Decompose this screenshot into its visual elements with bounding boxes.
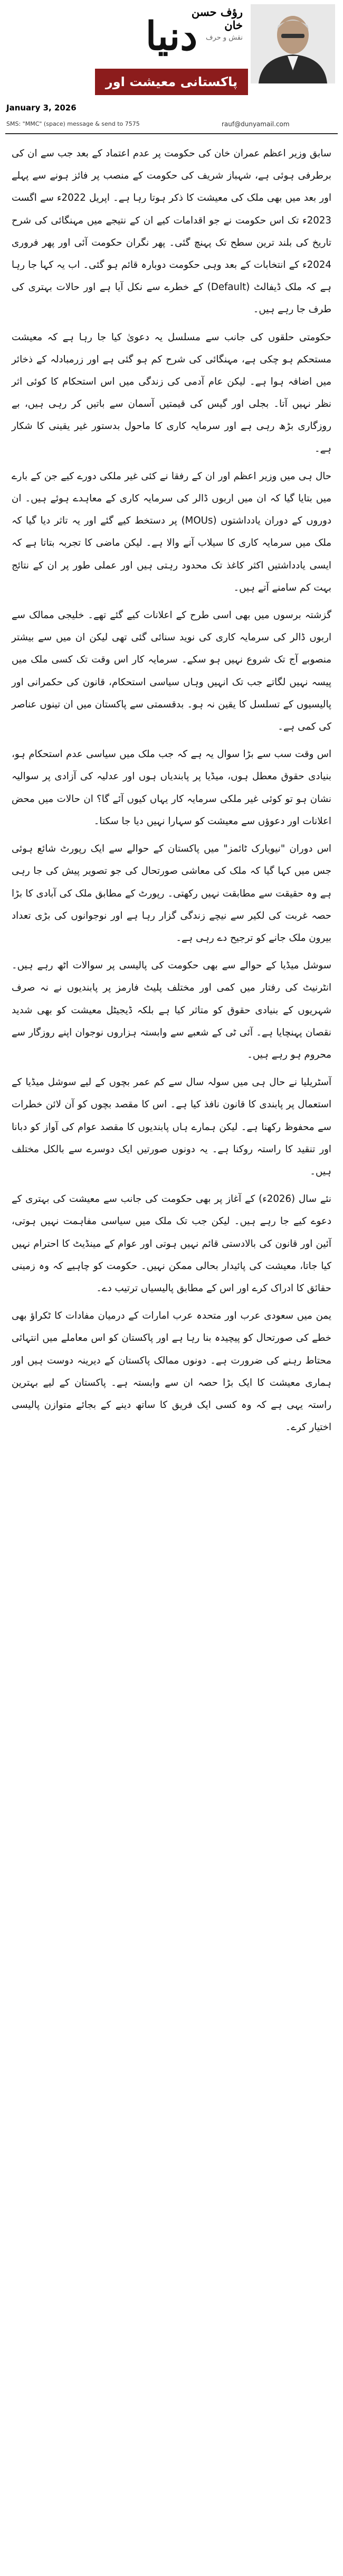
article-paragraph: اس وقت سب سے بڑا سوال یہ ہے کہ جب ملک میں سیاسی عدم استحکام ہو، بنیادی حقوق معطل ہوں، میڈیا پر پابندیاں ہوں اور عدلیہ کی آزادی پر سوالیہ نشان ہو تو کوئی غیر ملکی سرمایہ کار یہاں کیوں آئے گا؟ ان حالات میں محض اعلانات اور دعوؤں سے معیشت کو سہارا نہیں دیا جا سکتا۔ bbox=[12, 749, 331, 827]
column-name: نقش و حرف bbox=[206, 34, 243, 42]
sms-instructions: SMS: "MMC" (space) message & send to 7575 bbox=[6, 120, 140, 127]
publish-date: January 3, 2026 bbox=[6, 103, 77, 113]
article-paragraph: سابق وزیر اعظم عمران خان کی حکومت پر عدم اعتماد کے بعد جب سے ان کی برطرفی ہوئی ہے، شہباز شریف کی حکومت کے منصب پر فائز ہونے سے پہلے اور بعد میں بھی ملک کی معیشت کا ذکر ہوتا رہا ہے۔ اپریل 2022ء سے اگست 2023ء تک اس حکومت نے جو اقدامات کیے ان کے نتیجے میں مہنگائی کی شرح تاریخ کی بلند ترین سطح تک پہنچ گئی۔ پھر نگران حکومت آئی اور پھر فروری 2024ء کے انتخابات کے بعد وہی حکومت دوبارہ قائم ہو گئی۔ اب یہ کہا جا رہا ہے کہ ملک ڈیفالٹ (Default) کے خطرے سے نکل آیا ہے اور حالات بہتری کی طرف جا رہے ہیں۔ bbox=[12, 148, 331, 315]
svg-text:دنیا: دنیا bbox=[145, 14, 198, 59]
article-body bbox=[12, 143, 331, 1444]
article-paragraph: اس دوران "نیویارک ٹائمز" میں پاکستان کے حوالے سے ایک رپورٹ شائع ہوئی جس میں کہا گیا کہ ملک کی معاشی صورتحال کی جو تصویر پیش کی جا رہی ہے وہ حقیقت سے مطابقت نہیں رکھتی۔ رپورٹ کے مطابق ملک کی آبادی کا بڑا حصہ غربت کی لکیر سے نیچے زندگی گزار رہا ہے اور نوجوانوں کی بڑی تعداد بیرون ملک جانے کو ترجیح دے رہی ہے۔ bbox=[12, 843, 331, 944]
article-paragraph: آسٹریلیا نے حال ہی میں سولہ سال سے کم عمر بچوں کے لیے سوشل میڈیا کے استعمال پر پابندی کا قانون نافذ کیا ہے۔ اس کا مقصد بچوں کو آن لائن خطرات سے محفوظ رکھنا ہے۔ لیکن ہمارے ہاں پابندیوں کا مقصد عوام کی آواز کو دبانا اور تنقید کا راستہ روکنا ہے۔ یہ دونوں صورتیں ایک دوسرے سے بالکل مختلف ہیں۔ bbox=[12, 1077, 331, 1177]
author-portrait-icon bbox=[251, 4, 335, 83]
article-paragraph: حکومتی حلقوں کی جانب سے مسلسل یہ دعویٰ کیا جا رہا ہے کہ معیشت مستحکم ہو چکی ہے، مہنگائی کی شرح کم ہو گئی ہے اور زرمبادلہ کے ذخائر میں اضافہ ہوا ہے۔ لیکن عام آدمی کی زندگی میں اس استحکام کا کوئی اثر نظر نہیں آتا۔ بجلی اور گیس کی قیمتیں آسمان سے باتیں کر رہی ہیں، بے روزگاری بڑھ رہی ہے اور سرمایہ کاری کا ماحول بدستور غیر یقینی کا شکار ہے۔ bbox=[12, 331, 331, 454]
author-email[interactable]: rauf@dunyamail.com bbox=[222, 120, 290, 128]
article-paragraph: نئے سال (2026ء) کے آغاز پر بھی حکومت کی جانب سے معیشت کی بہتری کے دعوے کیے جا رہے ہیں۔ لیکن جب تک ملک میں سیاسی مفاہمت نہیں ہوتی، آئین اور قانون کی بالادستی قائم نہیں ہوتی اور عوام کے مینڈیٹ کا احترام نہیں کیا جاتا، معیشت کی پائیدار بحالی ممکن نہیں۔ حکومت کو چاہیے کہ وہ زمینی حقائق کا ادراک کرے اور اس کے مطابق پالیسیاں ترتیب دے۔ bbox=[12, 1193, 331, 1294]
header-divider bbox=[5, 133, 338, 134]
article-title: پاکستانی معیشت اور شرارت bbox=[95, 69, 248, 95]
article-paragraph: یمن میں سعودی عرب اور متحدہ عرب امارات کے درمیان مفادات کا ٹکراؤ بھی خطے کی صورتحال کو پیچیدہ بنا رہا ہے اور پاکستان کو اس معاملے میں انتہائی محتاط رہنے کی ضرورت ہے۔ دونوں ممالک پاکستان کے دیرینہ دوست ہیں اور ہماری معیشت کا ایک بڑا حصہ ان سے وابستہ ہے۔ پاکستان کے لیے بہترین راستہ یہی ہے کہ وہ کسی ایک فریق کا ساتھ دینے کے بجائے متوازن پالیسی اختیار کرے۔ bbox=[12, 1310, 331, 1433]
author-name: رؤف حسن خان bbox=[191, 5, 243, 32]
byline bbox=[174, 5, 243, 42]
article-paragraph: حال ہی میں وزیر اعظم اور ان کے رفقا نے کئی غیر ملکی دورے کیے جن کے بارے میں بتایا گیا کہ ان میں اربوں ڈالر کی سرمایہ کاری کے معاہدے ہوئے ہیں۔ ان دوروں کے دوران یادداشتوں (MOUs) پر دستخط کیے گئے اور یہ تاثر دیا گیا کہ ملک میں سرمایہ کاری کا سیلاب آنے والا ہے۔ لیکن ماضی کا تجربہ بتاتا ہے کہ ایسی یادداشتیں اکثر کاغذ تک محدود رہتی ہیں اور عملی طور پر ان کے نتائج بہت کم سامنے آتے ہیں۔ bbox=[12, 470, 332, 593]
article-paragraph: گزشتہ برسوں میں بھی اسی طرح کے اعلانات کیے گئے تھے۔ خلیجی ممالک سے اربوں ڈالر کی سرمایہ کاری کی نوید سنائی گئی تھی لیکن ان میں سے بیشتر منصوبے آج تک شروع نہیں ہو سکے۔ سرمایہ کار اس وقت تک کسی ملک میں پیسہ نہیں لگاتے جب تک انہیں وہاں سیاسی استحکام، قانون کی حکمرانی اور پالیسیوں کے تسلسل کا یقین نہ ہو۔ بدقسمتی سے پاکستان میں ان تینوں عناصر کی کمی ہے۔ bbox=[12, 610, 331, 733]
article-paragraph: سوشل میڈیا کے حوالے سے بھی حکومت کی پالیسی پر سوالات اٹھ رہے ہیں۔ انٹرنیٹ کی رفتار میں کمی اور مختلف پلیٹ فارمز پر پابندیوں نے نہ صرف شہریوں کے بنیادی حقوق کو متاثر کیا ہے بلکہ ڈیجیٹل معیشت کو بھی شدید نقصان پہنچایا ہے۔ آئی ٹی کے شعبے سے وابستہ ہزاروں نوجوان اپنے روزگار سے محروم ہو رہے ہیں۔ bbox=[12, 960, 331, 1060]
author-photo bbox=[251, 4, 335, 83]
